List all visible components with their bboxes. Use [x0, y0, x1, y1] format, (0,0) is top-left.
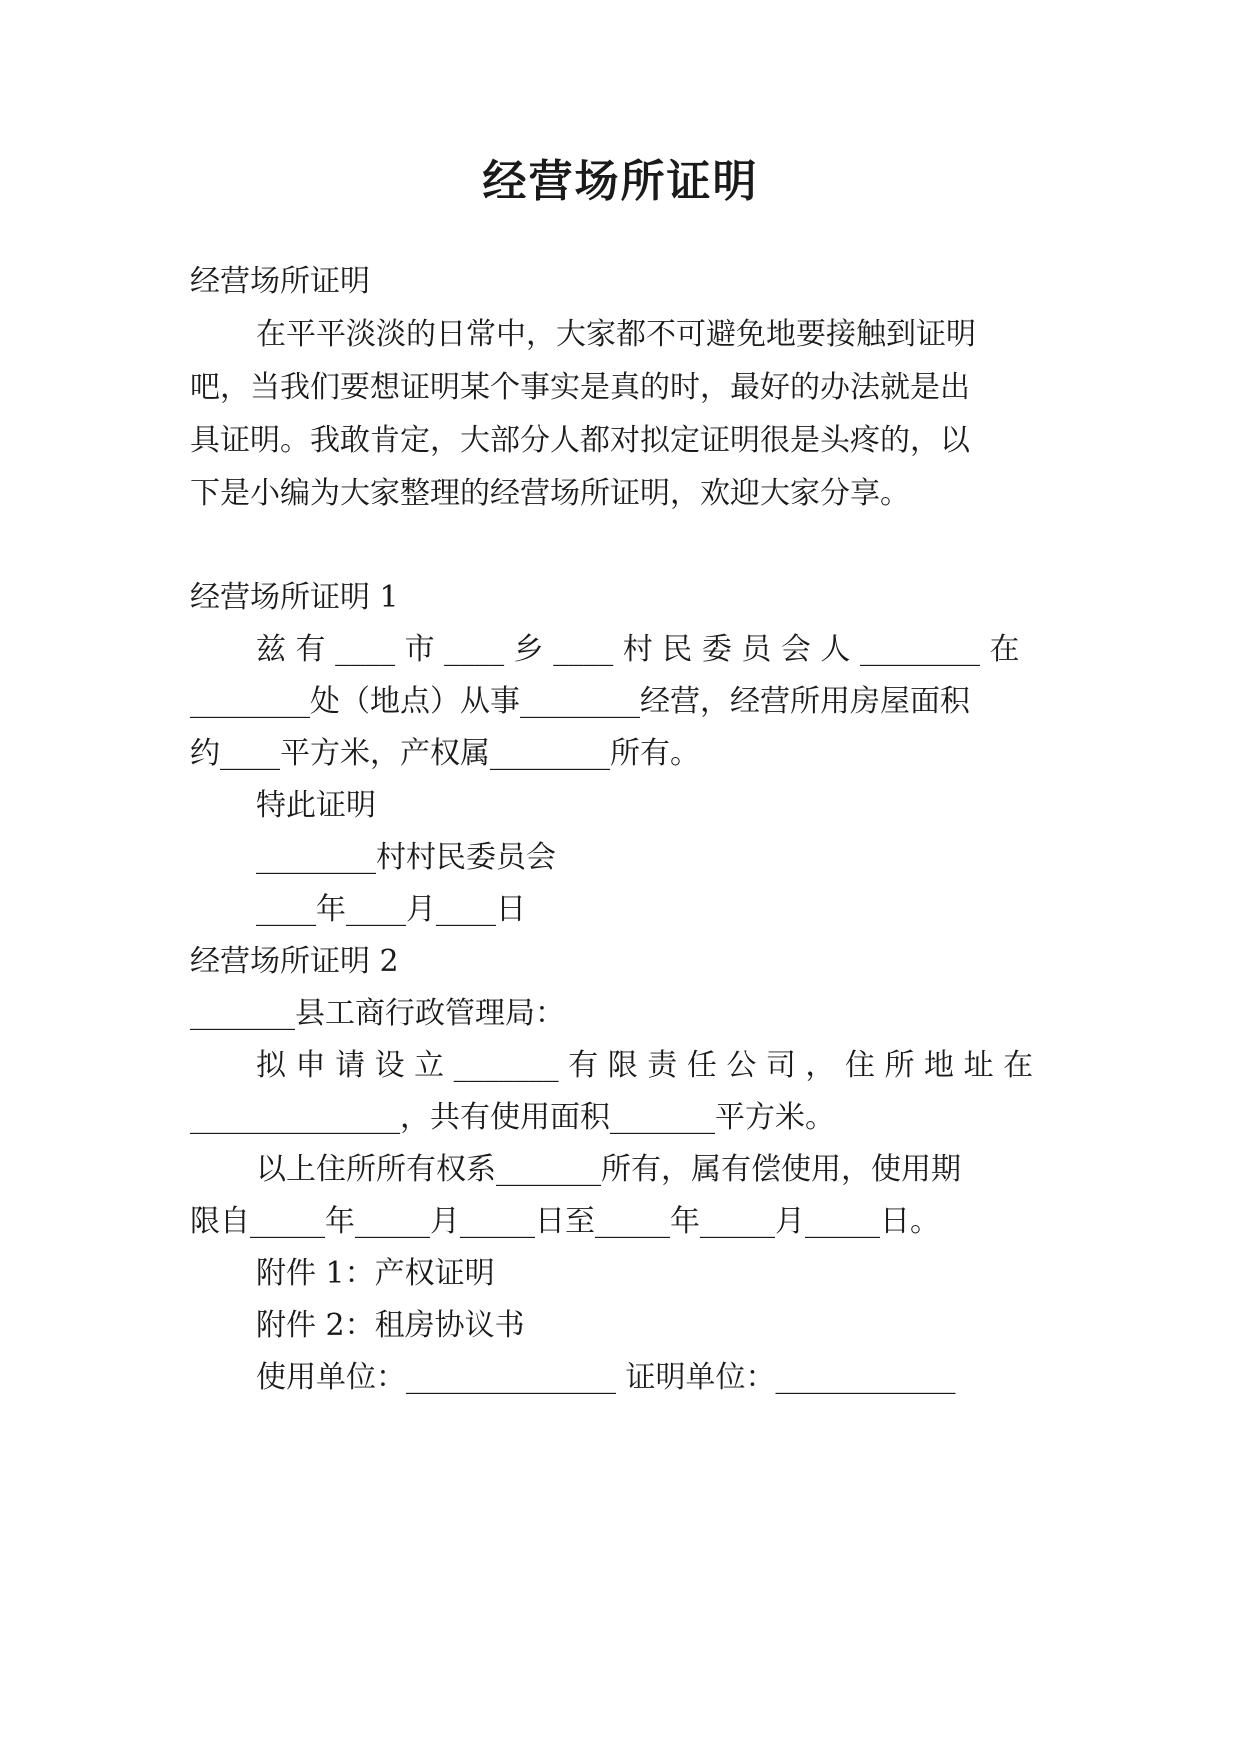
sample2-heading: 经营场所证明 2	[190, 944, 399, 979]
sample1-date: ____年____月____日	[256, 892, 526, 927]
intro-paragraph-line: 吧，当我们要想证明某个事实是真的时，最好的办法就是出	[190, 370, 970, 405]
sample1-body-line: 约____平方米，产权属________所有。	[190, 736, 700, 771]
intro-paragraph-line: 在平平淡淡的日常中，大家都不可避免地要接触到证明	[256, 317, 976, 352]
intro-paragraph-line: 下是小编为大家整理的经营场所证明，欢迎大家分享。	[190, 476, 910, 511]
sample2-ownership-line: 限自_____年_____月_____日至_____年_____月_____日。	[190, 1204, 940, 1239]
sample2-body-line: ______________，共有使用面积_______平方米。	[190, 1100, 835, 1135]
sample2-addressee: _______县工商行政管理局：	[190, 996, 565, 1031]
sample1-body-line: ________处（地点）从事________经营，经营所用房屋面积	[190, 684, 970, 719]
sample1-heading: 经营场所证明 1	[190, 580, 399, 615]
document-title: 经营场所证明	[482, 156, 759, 207]
sample1-closing: 特此证明	[256, 788, 376, 823]
sample2-units: 使用单位：______________ 证明单位：____________	[256, 1360, 956, 1395]
sample2-body-line: 拟 申 请 设 立 _______ 有 限 责 任 公 司 ， 住 所 地 址 在	[256, 1048, 1034, 1083]
intro-paragraph-line: 具证明。我敢肯定，大部分人都对拟定证明很是头疼的，以	[190, 423, 970, 458]
sample1-signature: ________村村民委员会	[256, 840, 556, 875]
sample2-attachment-2: 附件 2：租房协议书	[256, 1308, 525, 1343]
sample2-ownership-line: 以上住所所有权系_______所有，属有偿使用，使用期	[256, 1152, 961, 1187]
sample2-attachment-1: 附件 1：产权证明	[256, 1256, 495, 1291]
intro-heading: 经营场所证明	[190, 264, 370, 299]
sample1-body-line: 兹 有 ____ 市 ____ 乡 ____ 村 民 委 员 会 人 ________ 在	[256, 632, 1020, 667]
